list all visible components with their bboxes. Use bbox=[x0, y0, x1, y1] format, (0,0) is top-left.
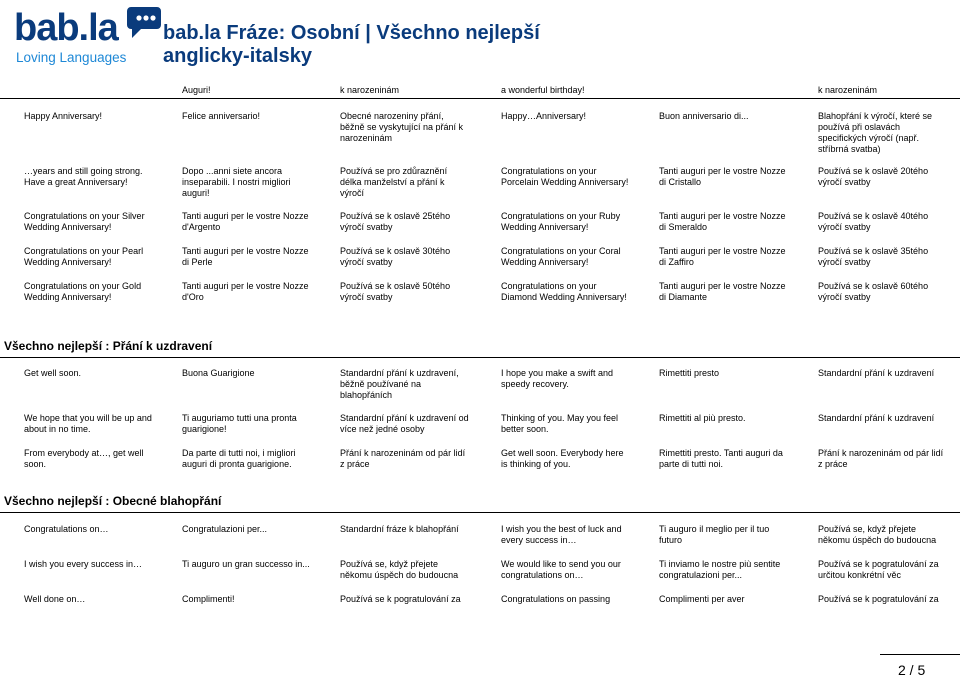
phrase-note: Standardní přání k uzdravení bbox=[818, 413, 935, 423]
phrase-note: Standardní přání k uzdravení, běžně používané na blahopřáních bbox=[340, 368, 459, 400]
continued-cell: Auguri! bbox=[182, 85, 211, 95]
page-title bbox=[163, 22, 540, 68]
logo-tagline: Loving Languages bbox=[16, 50, 127, 65]
continued-row bbox=[0, 85, 960, 99]
phrase-english: Congratulations on your Porcelain Wedding Anniversary! bbox=[501, 166, 629, 187]
phrase-italian: Rimettiti presto bbox=[659, 368, 720, 378]
phrase-note: Používá se k pogratulování za určitou konkrétní věc bbox=[818, 559, 939, 580]
phrase-note: Používá se pro zdůraznění délka manželství a přání k výročí bbox=[340, 166, 448, 198]
phrase-italian: Tanti auguri per le vostre Nozze d'Oro bbox=[182, 281, 309, 302]
phrase-english: Congratulations on your Gold Wedding Anniversary! bbox=[24, 281, 142, 302]
phrase-note: Používá se, když přejete někomu úspěch do budoucna bbox=[818, 524, 937, 545]
phrase-note: Používá se k oslavě 20tého výročí svatby bbox=[818, 166, 929, 187]
phrase-italian: Complimenti! bbox=[182, 594, 235, 604]
phrase-italian: Tanti auguri per le vostre Nozze d'Argento bbox=[182, 211, 309, 232]
phrase-english: Congratulations on passing bbox=[501, 594, 611, 604]
phrase-note: Standardní přání k uzdravení od více než jedné osoby bbox=[340, 413, 469, 434]
phrase-italian: Tanti auguri per le vostre Nozze di Smeraldo bbox=[659, 211, 786, 232]
logo bbox=[14, 4, 154, 68]
section-heading: Všechno nejlepší : Obecné blahopřání bbox=[4, 494, 222, 508]
phrase-italian: Dopo ...anni siete ancora inseparabili. I nostri migliori auguri! bbox=[182, 166, 291, 198]
phrase-note: Používá se k oslavě 25tého výročí svatby bbox=[340, 211, 451, 232]
phrase-english: Congratulations on your Coral Wedding Anniversary! bbox=[501, 246, 621, 267]
phrase-english: We would like to send you our congratulations on… bbox=[501, 559, 621, 580]
continued-cell: k narozeninám bbox=[340, 85, 400, 95]
phrase-italian: Rimettiti presto. Tanti auguri da parte di tutti noi. bbox=[659, 448, 783, 469]
phrase-english: Get well soon. bbox=[24, 368, 82, 378]
footer-divider bbox=[880, 654, 960, 655]
phrase-english: Congratulations on your Ruby Wedding Anniversary! bbox=[501, 211, 621, 232]
phrase-english: From everybody at…, get well soon. bbox=[24, 448, 144, 469]
phrase-note: Používá se k pogratulování za bbox=[818, 594, 939, 604]
phrase-italian: Congratulazioni per... bbox=[182, 524, 268, 534]
phrase-note: Používá se k oslavě 35tého výročí svatby bbox=[818, 246, 929, 267]
phrase-english: Congratulations on your Silver Wedding Anniversary! bbox=[24, 211, 145, 232]
continued-cell: k narozeninám bbox=[818, 85, 878, 95]
phrase-italian: Tanti auguri per le vostre Nozze di Cristallo bbox=[659, 166, 786, 187]
phrase-english: Congratulations on… bbox=[24, 524, 109, 534]
phrase-note: Používá se k oslavě 30tého výročí svatby bbox=[340, 246, 451, 267]
phrase-italian: Complimenti per aver bbox=[659, 594, 745, 604]
phrase-italian: Felice anniversario! bbox=[182, 111, 261, 121]
logo-wordmark: bab.la bbox=[14, 7, 118, 49]
section-heading: Všechno nejlepší : Přání k uzdravení bbox=[4, 339, 213, 353]
phrase-italian: Ti inviamo le nostre più sentite congratulazioni per... bbox=[659, 559, 781, 580]
phrase-english: Happy…Anniversary! bbox=[501, 111, 587, 121]
divider bbox=[0, 98, 960, 99]
title-line-1: bab.la Fráze: Osobní | Všechno nejlepší bbox=[163, 22, 540, 44]
title-line-2: anglicky-italsky bbox=[163, 45, 312, 67]
phrase-note: Používá se, když přejete někomu úspěch do budoucna bbox=[340, 559, 459, 580]
phrase-italian: Tanti auguri per le vostre Nozze di Diamante bbox=[659, 281, 786, 302]
phrase-italian: Rimettiti al più presto. bbox=[659, 413, 746, 423]
phrase-note: Standardní přání k uzdravení bbox=[818, 368, 935, 378]
divider bbox=[0, 512, 960, 513]
page-number: 2 / 5 bbox=[898, 662, 926, 678]
phrase-note: Standardní fráze k blahopřání bbox=[340, 524, 459, 534]
phrase-italian: Da parte di tutti noi, i migliori auguri di pronta guarigione. bbox=[182, 448, 296, 469]
phrase-english: Thinking of you. May you feel better soon. bbox=[501, 413, 619, 434]
divider bbox=[0, 357, 960, 358]
phrase-note: Obecné narozeniny přání, běžně se vyskytující na přání k narozeninám bbox=[340, 111, 464, 143]
phrase-note: Blahopřání k výročí, které se používá při oslavách specifických výročí (např. stříbrná svatba) bbox=[818, 111, 933, 154]
phrase-italian: Tanti auguri per le vostre Nozze di Zaffiro bbox=[659, 246, 786, 267]
phrase-italian: Ti auguriamo tutti una pronta guarigione! bbox=[182, 413, 297, 434]
phrase-note: Používá se k pogratulování za bbox=[340, 594, 461, 604]
phrase-english: Congratulations on your Pearl Wedding Anniversary! bbox=[24, 246, 144, 267]
phrase-english: We hope that you will be up and about in no time. bbox=[24, 413, 152, 434]
speech-bubble-icon bbox=[127, 4, 163, 40]
phrase-italian: Ti auguro il meglio per il tuo futuro bbox=[659, 524, 770, 545]
phrase-english: Happy Anniversary! bbox=[24, 111, 103, 121]
phrase-english: Well done on… bbox=[24, 594, 86, 604]
phrase-note: Používá se k oslavě 50tého výročí svatby bbox=[340, 281, 451, 302]
phrase-italian: Ti auguro un gran successo in... bbox=[182, 559, 310, 569]
phrase-english: Get well soon. Everybody here is thinking of you. bbox=[501, 448, 624, 469]
continued-cell: a wonderful birthday! bbox=[501, 85, 585, 95]
phrase-italian: Tanti auguri per le vostre Nozze di Perle bbox=[182, 246, 309, 267]
phrase-italian: Buon anniversario di... bbox=[659, 111, 749, 121]
phrase-note: Používá se k oslavě 40tého výročí svatby bbox=[818, 211, 929, 232]
phrase-english: I hope you make a swift and speedy recovery. bbox=[501, 368, 614, 389]
phrase-english: …years and still going strong. Have a great Anniversary! bbox=[24, 166, 143, 187]
phrase-note: Přání k narozeninám od pár lidí z práce bbox=[818, 448, 944, 469]
phrase-english: I wish you the best of luck and every success in… bbox=[501, 524, 622, 545]
phrase-note: Přání k narozeninám od pár lidí z práce bbox=[340, 448, 466, 469]
phrase-note: Používá se k oslavě 60tého výročí svatby bbox=[818, 281, 929, 302]
phrase-english: I wish you every success in… bbox=[24, 559, 143, 569]
phrase-italian: Buona Guarigione bbox=[182, 368, 255, 378]
phrase-english: Congratulations on your Diamond Wedding Anniversary! bbox=[501, 281, 627, 302]
